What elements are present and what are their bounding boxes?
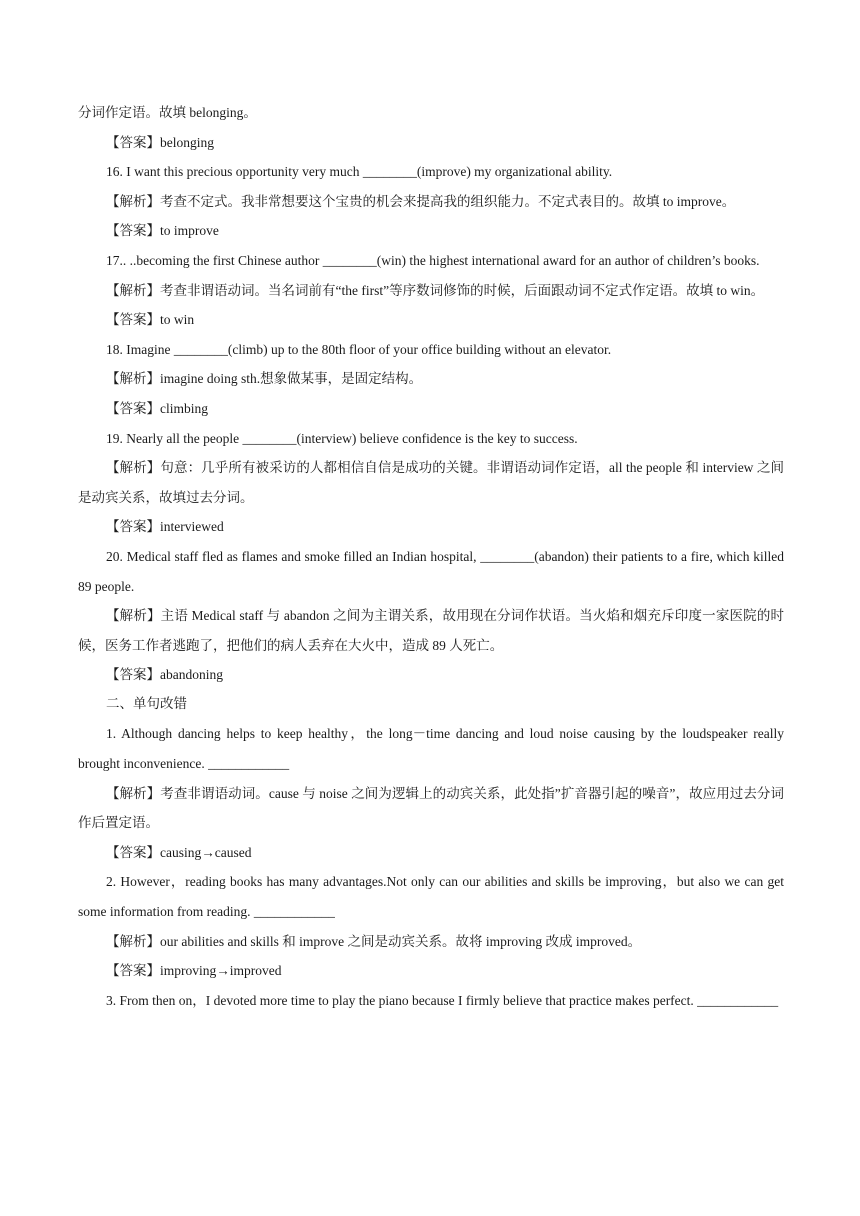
analysis-19: 【解析】句意：几乎所有被采访的人都相信自信是成功的关键。非谓语动词作定语，all the people 和 interview 之间是动宾关系，故填过去分词。 [78,460,784,505]
answer-line: 【答案】belonging [106,134,214,150]
document-page [78,98,788,1015]
question-17: 17.. ..becoming the first Chinese author ________(win) the highest international award for an author of children’s books. [106,252,760,268]
analysis-18: 【解析】imagine doing sth.想象做某事，是固定结构。 [106,371,423,387]
error-question-3: 3. From then on，I devoted more time to play the piano because I firmly believe that practice makes perfect. ____________ [106,992,779,1008]
question-19: 19. Nearly all the people ________(interview) believe confidence is the key to success. [106,430,578,446]
answer-16: 【答案】to improve [106,223,219,239]
answer-17: 【答案】to win [106,312,195,328]
analysis-17: 【解析】考查非谓语动词。当名词前有“the first”等序数词修饰的时候，后面跟动词不定式作定语。故填 to win。 [106,282,765,298]
analysis-16: 【解析】考查不定式。我非常想要这个宝贵的机会来提高我的组织能力。不定式表目的。故填 to improve。 [106,193,736,209]
question-18: 18. Imagine ________(climb) up to the 80th floor of your office building without an elevator. [106,341,612,357]
question-20: 20. Medical staff fled as flames and smoke filled an Indian hospital, ________(abandon) their patients to a fire, which killed 89 people. [78,548,788,594]
answer-19: 【答案】interviewed [106,519,224,535]
error-question-1: 1. Although dancing helps to keep healthy，the long－time dancing and loud noise causing by the loudspeaker really brought inconvenience. ____________ [78,726,788,772]
question-16: 16. I want this precious opportunity very much ________(improve) my organizational ability. [106,164,613,180]
error-analysis-2: 【解析】our abilities and skills 和 improve 之间是动宾关系。故将 improving 改成 improved。 [106,933,642,949]
error-question-2: 2. However，reading books has many advantages.Not only can our abilities and skills be improving，but also we can get some information from reading. ____________ [78,874,788,920]
error-answer-1: 【答案】causing→caused [106,844,252,860]
error-analysis-1: 【解析】考查非谓语动词。cause 与 noise 之间为逻辑上的动宾关系，此处指”扩音器引起的噪音”，故应用过去分词作后置定语。 [78,785,784,831]
answer-18: 【答案】climbing [106,400,208,416]
answer-20: 【答案】abandoning [106,667,223,683]
error-answer-2: 【答案】improving→improved [106,963,282,979]
analysis-20: 【解析】主语 Medical staff 与 abandon 之间为主谓关系，故用现在分词作状语。当火焰和烟充斥印度一家医院的时候，医务工作者逃跑了，把他们的病人丢弃在大火中，造成 89 人死亡。 [78,608,784,653]
text-line-continuation: 分词作定语。故填 belonging。 [78,105,257,120]
section-title: 二、单句改错 [106,695,187,712]
